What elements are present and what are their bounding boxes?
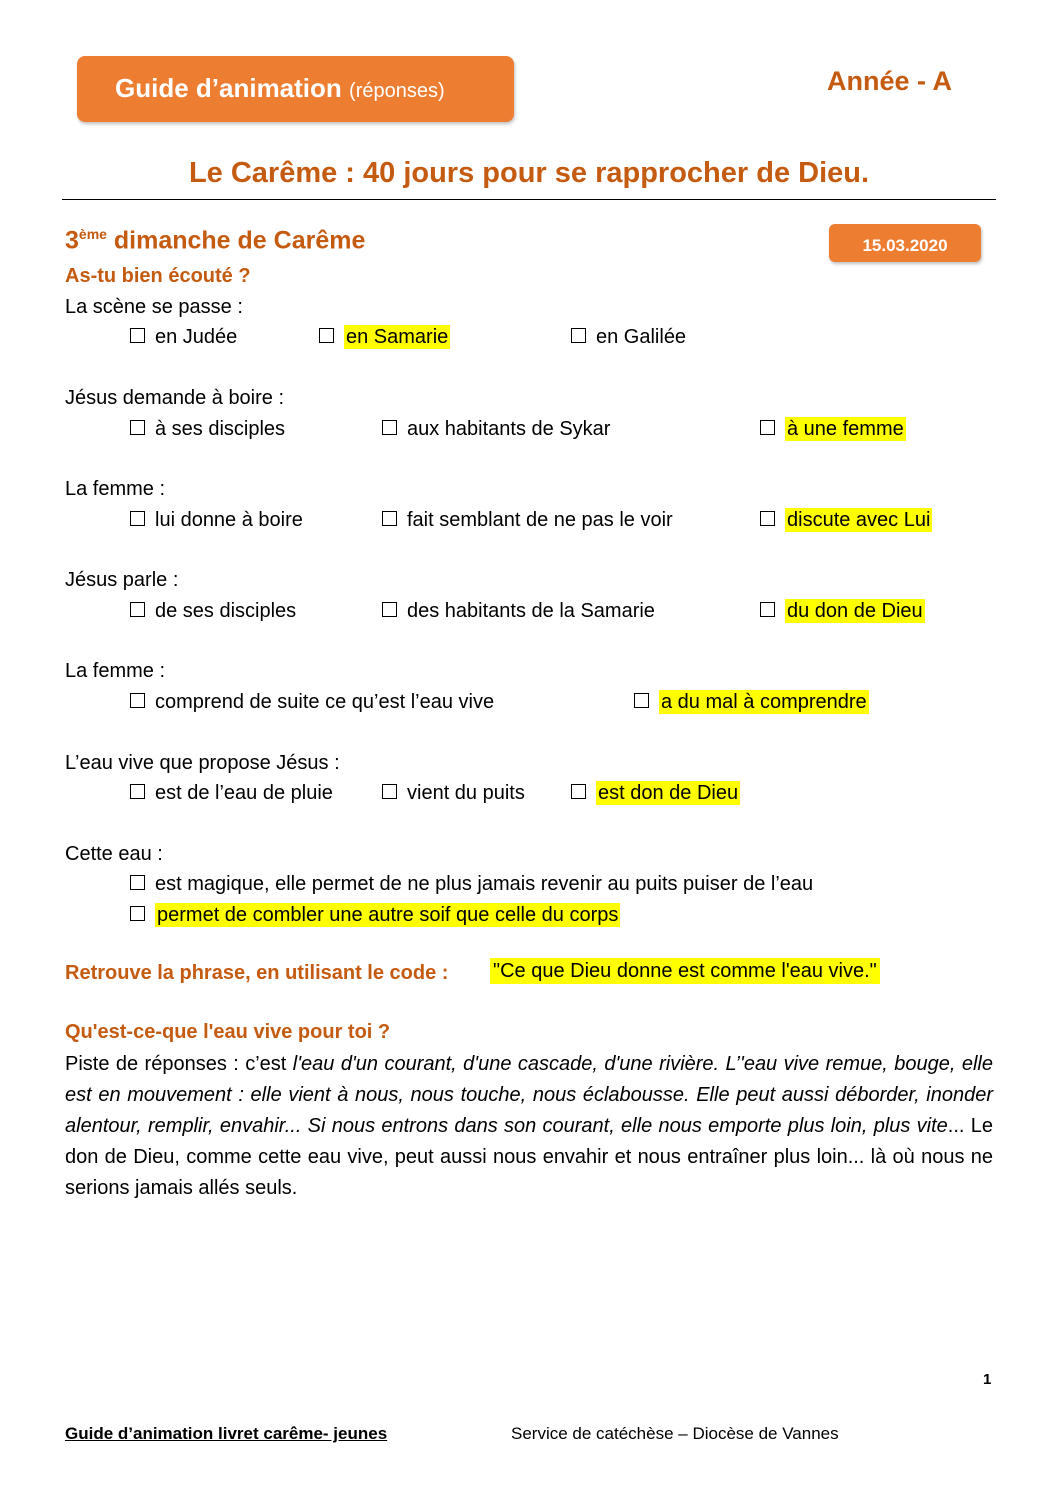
question-label: Cette eau : bbox=[65, 843, 163, 865]
question-label: La femme : bbox=[65, 478, 166, 500]
option-text-highlighted: permet de combler une autre soif que celle du corps bbox=[157, 904, 619, 926]
question-label: L’eau vive que propose Jésus : bbox=[65, 752, 340, 774]
checkbox-icon[interactable] bbox=[130, 420, 145, 435]
checkbox-icon[interactable] bbox=[130, 875, 145, 890]
checkbox-icon[interactable] bbox=[130, 328, 145, 343]
option-correct[interactable] bbox=[130, 904, 620, 927]
option[interactable] bbox=[382, 600, 655, 623]
checkbox-icon[interactable] bbox=[760, 602, 775, 617]
checkbox-icon[interactable] bbox=[319, 328, 334, 343]
option[interactable] bbox=[130, 873, 813, 896]
reflection-heading: Qu'est-ce-que l'eau vive pour toi ? bbox=[65, 1021, 391, 1043]
option[interactable] bbox=[130, 600, 296, 623]
option[interactable] bbox=[382, 782, 525, 805]
checkbox-icon[interactable] bbox=[571, 784, 586, 799]
option[interactable] bbox=[130, 691, 494, 714]
checkbox-icon[interactable] bbox=[382, 784, 397, 799]
reflection-paragraph bbox=[65, 1049, 993, 1204]
option[interactable] bbox=[130, 418, 285, 441]
quiz-heading: As-tu bien écouté ? bbox=[65, 265, 251, 287]
option-text: en Judée bbox=[155, 326, 238, 348]
reflection-rest: ... Le don de Dieu, comme cette eau vive, peut aussi nous envahir et nous entraîner plus loin... là où nous ne serions jamais allés seuls. bbox=[65, 1115, 993, 1199]
checkbox-icon[interactable] bbox=[760, 511, 775, 526]
checkbox-icon[interactable] bbox=[130, 602, 145, 617]
option-text: aux habitants de Sykar bbox=[407, 418, 611, 440]
footer-left: Guide d’animation livret carême- jeunes bbox=[65, 1424, 388, 1443]
section-ordinal-suffix: ème bbox=[78, 226, 107, 242]
guide-title bbox=[115, 73, 445, 104]
option[interactable] bbox=[382, 418, 610, 441]
guide-subtitle: (réponses) bbox=[349, 80, 445, 102]
checkbox-icon[interactable] bbox=[382, 511, 397, 526]
question-label: La femme : bbox=[65, 660, 166, 682]
option-correct[interactable] bbox=[571, 782, 740, 805]
section-ordinal-number: 3 bbox=[65, 226, 79, 255]
checkbox-icon[interactable] bbox=[382, 602, 397, 617]
option[interactable] bbox=[130, 509, 303, 532]
option-text-highlighted: du don de Dieu bbox=[787, 600, 923, 622]
option-text: vient du puits bbox=[407, 782, 525, 804]
option-text: en Galilée bbox=[596, 326, 687, 348]
reflection-italic: l'eau d'un courant, d'une cascade, d'une rivière. L’'eau vive remue, bouge, elle est en mouvement : elle vient à nous, nous touche, nous éclabousse. Elle peut aussi déborder, inonder alentour, remplir, envahir... Si nous entrons dans son courant, elle nous emporte plus loin, plus vite bbox=[65, 1053, 994, 1137]
option-text-highlighted: a du mal à comprendre bbox=[661, 691, 867, 713]
checkbox-icon[interactable] bbox=[130, 906, 145, 921]
option-correct[interactable] bbox=[760, 418, 906, 441]
checkbox-icon[interactable] bbox=[382, 420, 397, 435]
footer-right: Service de catéchèse – Diocèse de Vannes bbox=[511, 1424, 839, 1443]
option-text: lui donne à boire bbox=[155, 509, 303, 531]
question-label: Jésus demande à boire : bbox=[65, 387, 285, 409]
year-label: Année - A bbox=[827, 66, 953, 96]
option-text-highlighted: discute avec Lui bbox=[787, 509, 931, 531]
section-title-rest: dimanche de Carême bbox=[106, 226, 366, 255]
checkbox-icon[interactable] bbox=[130, 693, 145, 708]
section-title bbox=[65, 226, 365, 255]
code-heading: Retrouve la phrase, en utilisant le code : bbox=[65, 962, 449, 984]
option-text: est de l’eau de pluie bbox=[155, 782, 333, 804]
checkbox-icon[interactable] bbox=[130, 511, 145, 526]
option-text: est magique, elle permet de ne plus jamais revenir au puits puiser de l’eau bbox=[155, 873, 814, 895]
checkbox-icon[interactable] bbox=[130, 784, 145, 799]
question-label: Jésus parle : bbox=[65, 569, 179, 591]
checkbox-icon[interactable] bbox=[571, 328, 586, 343]
option[interactable] bbox=[571, 326, 686, 349]
option-correct[interactable] bbox=[760, 509, 932, 532]
guide-title-text: Guide d’animation bbox=[115, 73, 342, 103]
checkbox-icon[interactable] bbox=[634, 693, 649, 708]
option-correct[interactable] bbox=[760, 600, 925, 623]
date-text: 15.03.2020 bbox=[862, 236, 948, 255]
option[interactable] bbox=[130, 326, 237, 349]
code-answer-text: "Ce que Dieu donne est comme l'eau vive." bbox=[490, 958, 880, 984]
option-text-highlighted: en Samarie bbox=[346, 326, 449, 348]
code-answer bbox=[490, 960, 880, 983]
option[interactable] bbox=[130, 782, 333, 805]
option-text: comprend de suite ce qu’est l’eau vive bbox=[155, 691, 495, 713]
option-text: à ses disciples bbox=[155, 418, 286, 440]
option[interactable] bbox=[382, 509, 673, 532]
question-label: La scène se passe : bbox=[65, 296, 243, 318]
checkbox-icon[interactable] bbox=[760, 420, 775, 435]
option-text: des habitants de la Samarie bbox=[407, 600, 655, 622]
title-divider bbox=[62, 199, 996, 200]
option-text-highlighted: à une femme bbox=[787, 418, 904, 440]
main-title: Le Carême : 40 jours pour se rapprocher de Dieu. bbox=[188, 157, 870, 189]
option-text: fait semblant de ne pas le voir bbox=[407, 509, 673, 531]
page-number: 1 bbox=[983, 1371, 992, 1388]
option-correct[interactable] bbox=[319, 326, 450, 349]
option-text-highlighted: est don de Dieu bbox=[598, 782, 739, 804]
reflection-intro: Piste de réponses : c’est bbox=[65, 1053, 293, 1075]
option-text: de ses disciples bbox=[155, 600, 297, 622]
option-correct[interactable] bbox=[634, 691, 869, 714]
